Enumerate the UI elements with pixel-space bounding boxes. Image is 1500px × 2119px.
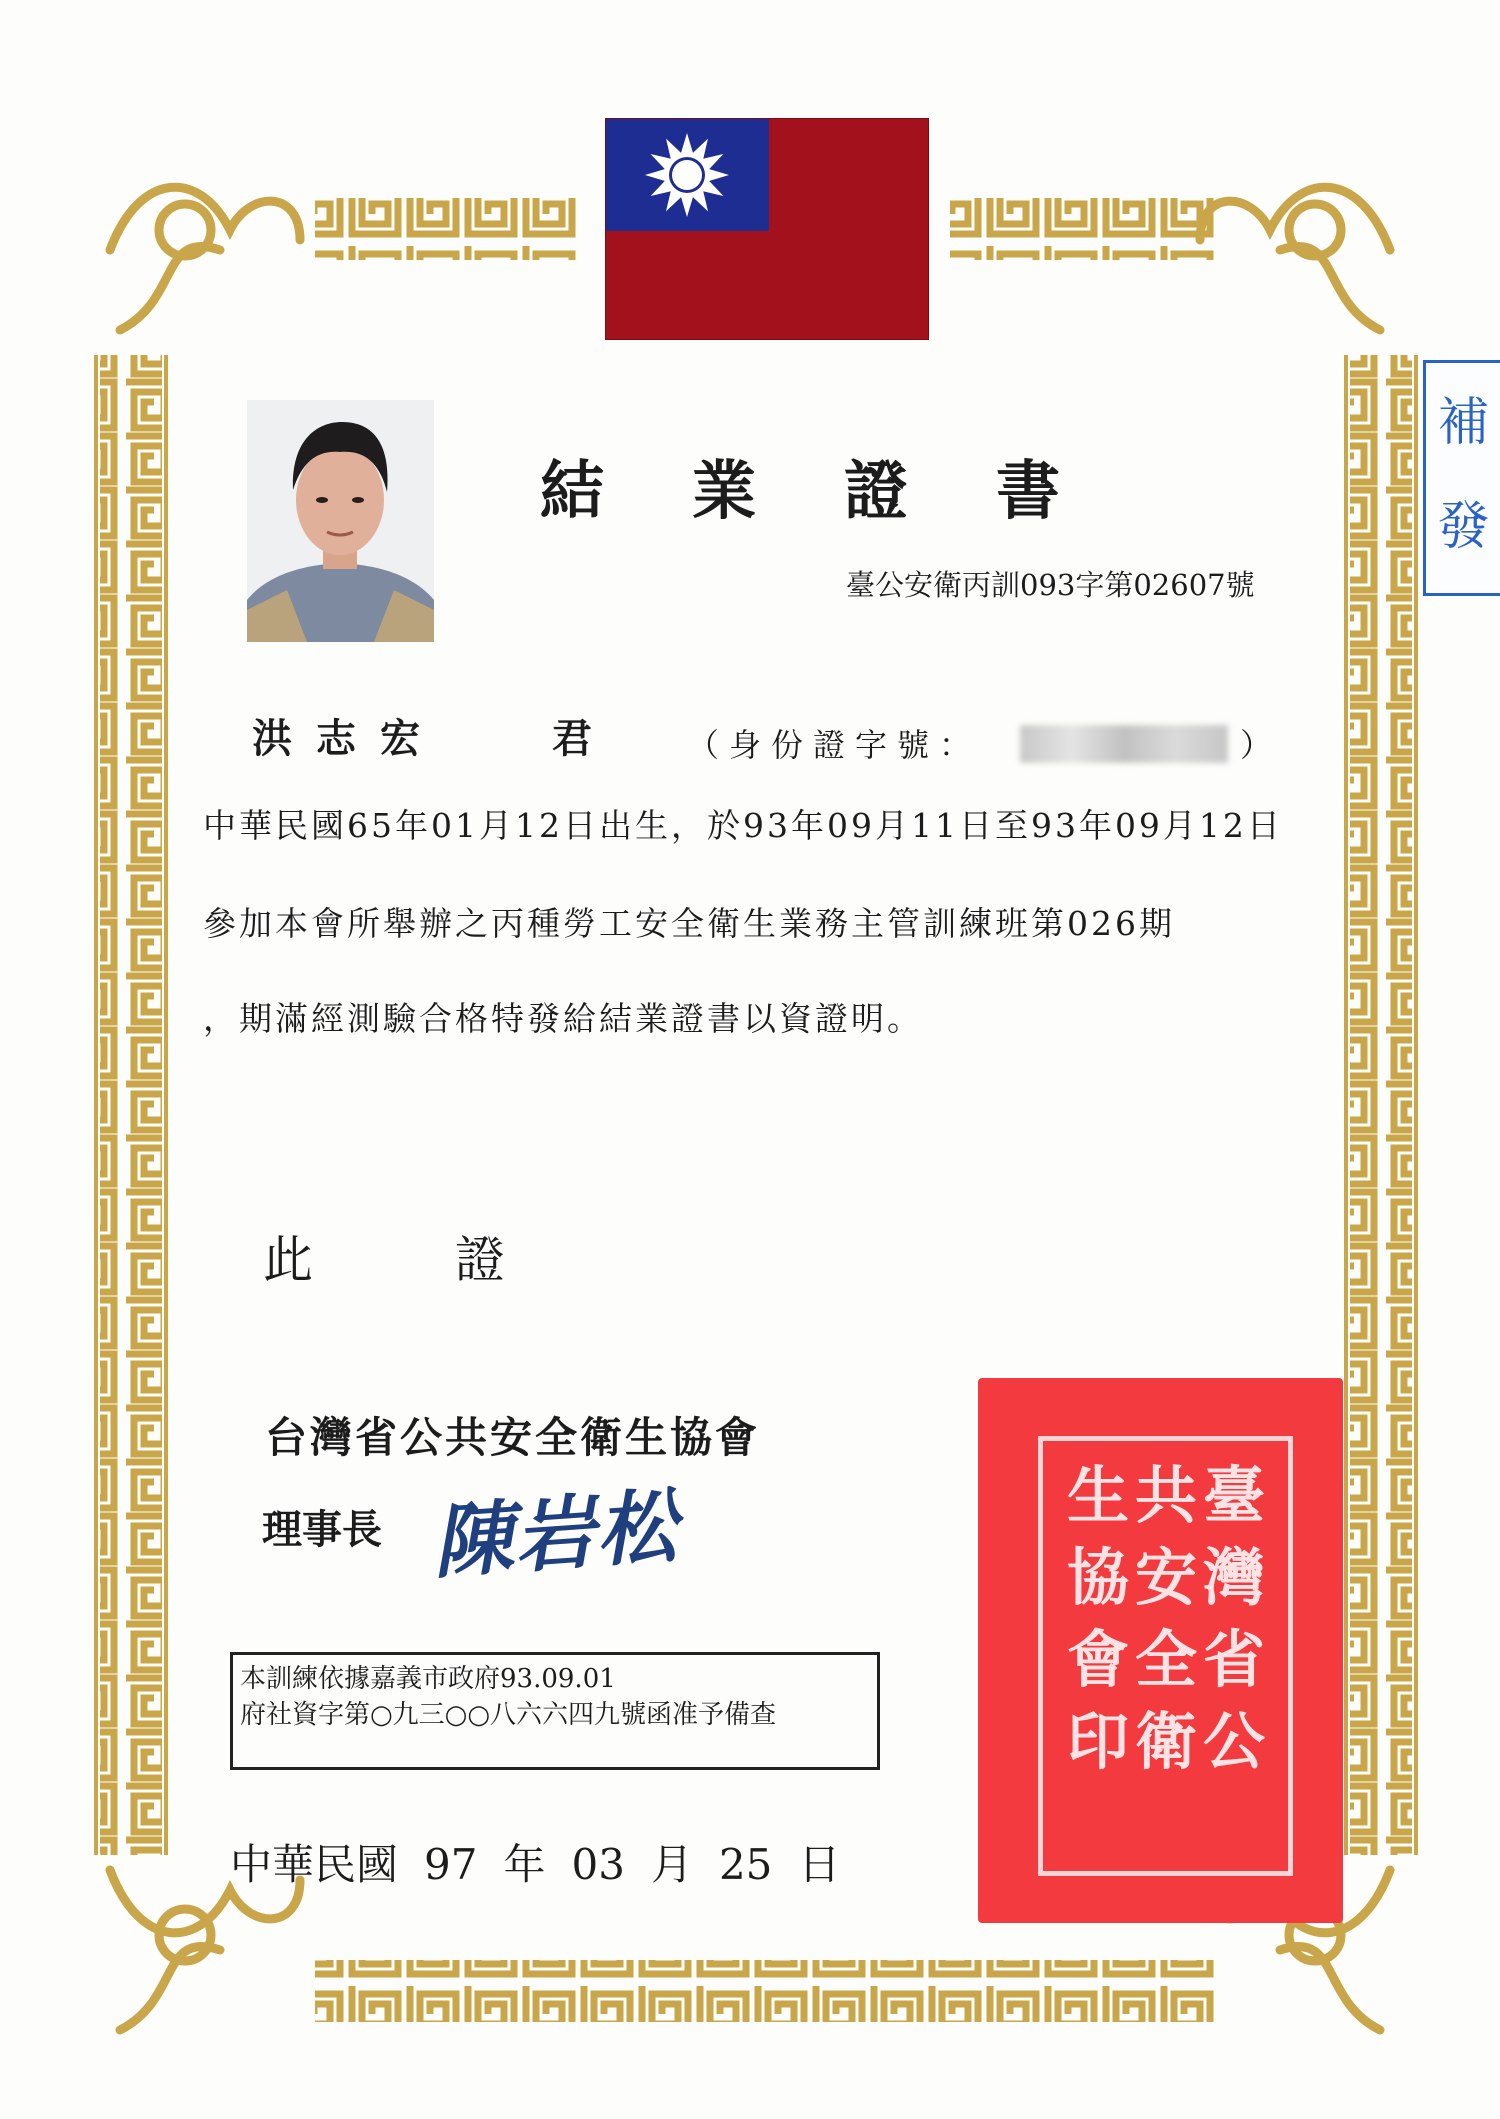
chairman-title: 理事長	[262, 1506, 382, 1553]
date-day: 25	[718, 1840, 773, 1889]
approval-note-line: 本訓練依據嘉義市政府93.09.01	[240, 1664, 616, 1694]
date-month: 03	[571, 1840, 625, 1889]
date-era: 中華民國	[230, 1840, 399, 1889]
organization-name: 台灣省公共安全衛生協會	[265, 1413, 761, 1462]
title-char: 結	[540, 454, 604, 529]
date-year: 97	[424, 1840, 478, 1889]
seal-char: 印	[1067, 1705, 1130, 1778]
title-char: 書	[996, 454, 1060, 529]
certificate-title	[540, 440, 1060, 532]
title-char: 證	[844, 454, 908, 529]
id-number-close: ）	[1240, 726, 1283, 764]
honorific: 君	[552, 715, 592, 762]
date-year-unit: 年	[503, 1840, 546, 1889]
reissue-stamp	[1423, 360, 1500, 596]
seal-char: 衛	[1135, 1705, 1198, 1778]
recipient-name: 洪志宏	[252, 715, 444, 762]
certificate-number: 臺公安衛丙訓093字第02607號	[846, 568, 1255, 602]
recipient-photo	[247, 400, 434, 642]
id-number-redacted	[1020, 725, 1228, 763]
seal-char: 共	[1135, 1459, 1198, 1532]
seal-char: 省	[1203, 1623, 1266, 1696]
seal-char: 公	[1203, 1705, 1266, 1778]
hereby-char: 證	[455, 1231, 505, 1289]
white-sun-icon	[606, 119, 769, 231]
portrait-icon	[247, 400, 434, 642]
chairman-signature: 陳岩松	[429, 1478, 682, 1590]
date-day-unit: 日	[798, 1840, 841, 1889]
seal-char: 會	[1067, 1623, 1130, 1696]
date-month-unit: 月	[650, 1840, 693, 1889]
official-seal	[978, 1378, 1343, 1923]
issue-date	[230, 1832, 866, 1892]
hereby-certify	[263, 1220, 505, 1292]
body-line-conclusion: ，期滿經測驗合格特發給結業證書以資證明。	[203, 999, 923, 1038]
seal-char: 生	[1067, 1459, 1130, 1532]
reissue-char: 補	[1437, 393, 1490, 453]
seal-border	[1038, 1436, 1293, 1876]
seal-char: 臺	[1203, 1459, 1266, 1532]
reissue-char: 發	[1437, 497, 1490, 557]
seal-char: 全	[1135, 1623, 1198, 1696]
id-number-label: （身份證字號：	[687, 726, 982, 764]
body-line-birth-dates: 中華民國65年01月12日出生，於93年09月11日至93年09月12日	[203, 806, 1283, 845]
flag-canton	[606, 119, 769, 231]
approval-note-line: 府社資字第○九三○○八六六四九號函准予備查	[240, 1700, 777, 1730]
body-line-course: 參加本會所舉辦之丙種勞工安全衛生業務主管訓練班第026期	[203, 904, 1175, 943]
seal-char: 安	[1135, 1541, 1198, 1614]
title-char: 業	[692, 454, 756, 529]
national-flag	[605, 118, 929, 340]
seal-char: 灣	[1203, 1541, 1266, 1614]
seal-char: 協	[1067, 1541, 1130, 1614]
hereby-char: 此	[263, 1231, 313, 1289]
